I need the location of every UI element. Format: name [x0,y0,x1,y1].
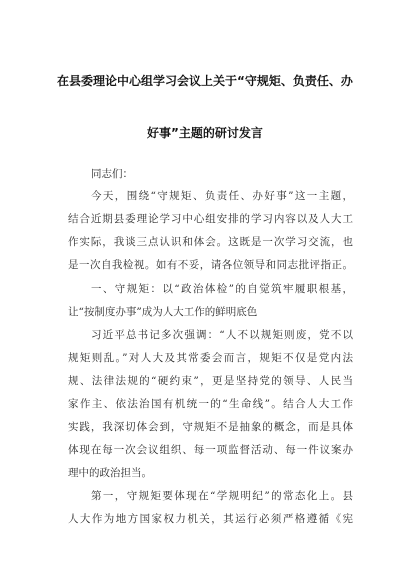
paragraph-2-line: 理中的政治担当。 [68,467,152,479]
paragraph-3-line: 人大作为地方国家权力机关，其运行必须严格遵循《宪 [68,513,353,525]
paragraph-2-line: 体现在每一次会议组织、每一项监督活动、每一件议案办 [68,444,353,456]
paragraph-2-line: 实践，我深切体会到，守规矩不是抽象的概念，而是具体 [68,421,353,433]
paragraph-3-line: 第一，守规矩要体现在“学规明纪”的常态化上。县 [91,490,353,502]
paragraph-1-line: 是一次自我检视。如有不妥，请各位领导和同志批评指正。 [68,259,353,271]
section-heading-line: 一、守规矩：以“政治体检”的自觉筑牢履职根基， [91,283,353,295]
document-title-line-2: 好事”主题的研讨发言 [147,126,263,140]
paragraph-2-line: 规矩则乱。”对人大及其常委会而言，规矩不仅是党内法 [68,352,353,364]
paragraph-1-line: 结合近期县委理论学习中心组安排的学习内容以及人大工 [68,213,353,225]
document-title-line-1: 在县委理论中心组学习会议上关于“守规矩、负责任、办 [57,74,353,88]
paragraph-2-line: 习近平总书记多次强调：“人不以规矩则废，党不以 [91,329,353,341]
paragraph-1-line: 作实际，我谈三点认识和体会。这既是一次学习交流，也 [68,236,353,248]
salutation: 同志们： [91,168,133,180]
paragraph-2-line: 家作主、依法治国有机统一的“生命线”。结合人大工作 [68,398,353,410]
section-heading-line: 让“按制度办事”成为人大工作的鲜明底色 [68,306,258,318]
paragraph-2-line: 规、法律法规的“硬约束”，更是坚持党的领导、人民当 [68,375,353,387]
paragraph-1-line: 今天，围绕“守规矩、负责任、办好事”这一主题， [91,190,353,202]
